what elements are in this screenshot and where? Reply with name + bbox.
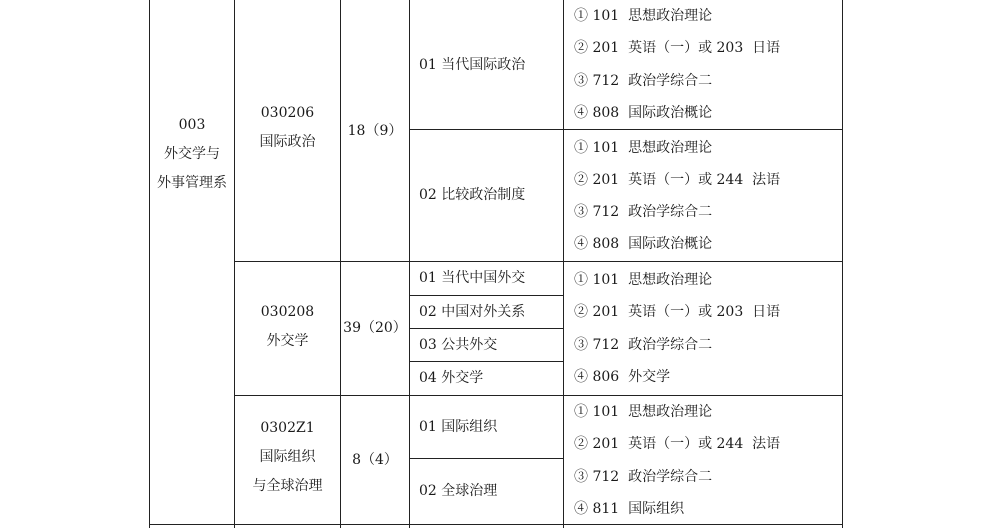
direction-label: 02 中国对外关系	[419, 303, 526, 320]
quota-cell	[340, 261, 410, 395]
exam-subject: ② 201 英语（一）或 203 日语	[574, 40, 781, 56]
major-cell	[234, 305, 341, 348]
department-name-line2: 外事管理系	[157, 175, 227, 191]
exam-subject: ④ 808 国际政治概论	[574, 236, 713, 252]
quota-value: 18（9）	[347, 122, 403, 139]
direction-label: 03 公共外交	[419, 336, 498, 353]
major-code: 030206	[260, 105, 315, 121]
major-name: 外交学	[266, 333, 309, 349]
major-name: 与全球治理	[252, 478, 323, 494]
quota-cell	[340, 395, 410, 524]
exam-subject: ③ 712 政治学综合二	[574, 73, 713, 89]
exam-subject: ① 101 思想政治理论	[574, 272, 713, 288]
direction-cell	[409, 328, 564, 361]
major-code: 0302Z1	[260, 420, 315, 436]
direction-label: 02 比较政治制度	[419, 187, 526, 203]
exam-subject: ③ 712 政治学综合二	[574, 337, 713, 353]
direction-cell	[409, 295, 564, 328]
exam-subject: ② 201 英语（一）或 244 法语	[574, 436, 781, 452]
quota-value: 39（20）	[343, 320, 407, 336]
exam-subject: ① 101 思想政治理论	[574, 8, 713, 24]
major-cell	[234, 421, 341, 493]
department-code: 003	[178, 117, 206, 133]
department-cell	[149, 118, 235, 190]
exam-subject: ① 101 思想政治理论	[574, 140, 713, 156]
table-border-left	[149, 0, 150, 528]
exam-subject: ③ 712 政治学综合二	[574, 204, 713, 220]
table-border-bottom	[149, 524, 843, 525]
direction-cell	[409, 0, 564, 129]
direction-cell	[409, 129, 564, 261]
exam-subject: ① 101 思想政治理论	[574, 404, 713, 420]
direction-label: 01 当代中国外交	[419, 270, 526, 286]
exam-subject: ② 201 英语（一）或 203 日语	[574, 304, 781, 320]
exam-subject: ④ 808 国际政治概论	[574, 105, 713, 121]
major-cell	[234, 106, 341, 149]
exam-subject: ④ 811 国际组织	[574, 501, 685, 517]
direction-cell	[409, 395, 564, 458]
exam-subject: ④ 806 外交学	[574, 369, 671, 385]
table-border-right	[842, 0, 843, 528]
direction-label: 01 国际组织	[419, 418, 498, 435]
department-name-line1: 外交学与	[164, 146, 220, 162]
quota-value: 8（4）	[352, 451, 398, 468]
major-name: 国际组织	[259, 449, 316, 465]
exam-subject: ③ 712 政治学综合二	[574, 469, 713, 485]
major-name: 国际政治	[259, 134, 316, 150]
major-code: 030208	[260, 304, 315, 320]
direction-label: 02 全球治理	[419, 483, 498, 499]
exam-subject: ② 201 英语（一）或 244 法语	[574, 172, 781, 188]
direction-label: 04 外交学	[419, 370, 484, 386]
direction-cell	[409, 458, 564, 524]
direction-cell	[409, 361, 564, 395]
direction-label: 01 当代国际政治	[419, 56, 526, 73]
direction-cell	[409, 261, 564, 295]
quota-cell	[340, 0, 410, 261]
